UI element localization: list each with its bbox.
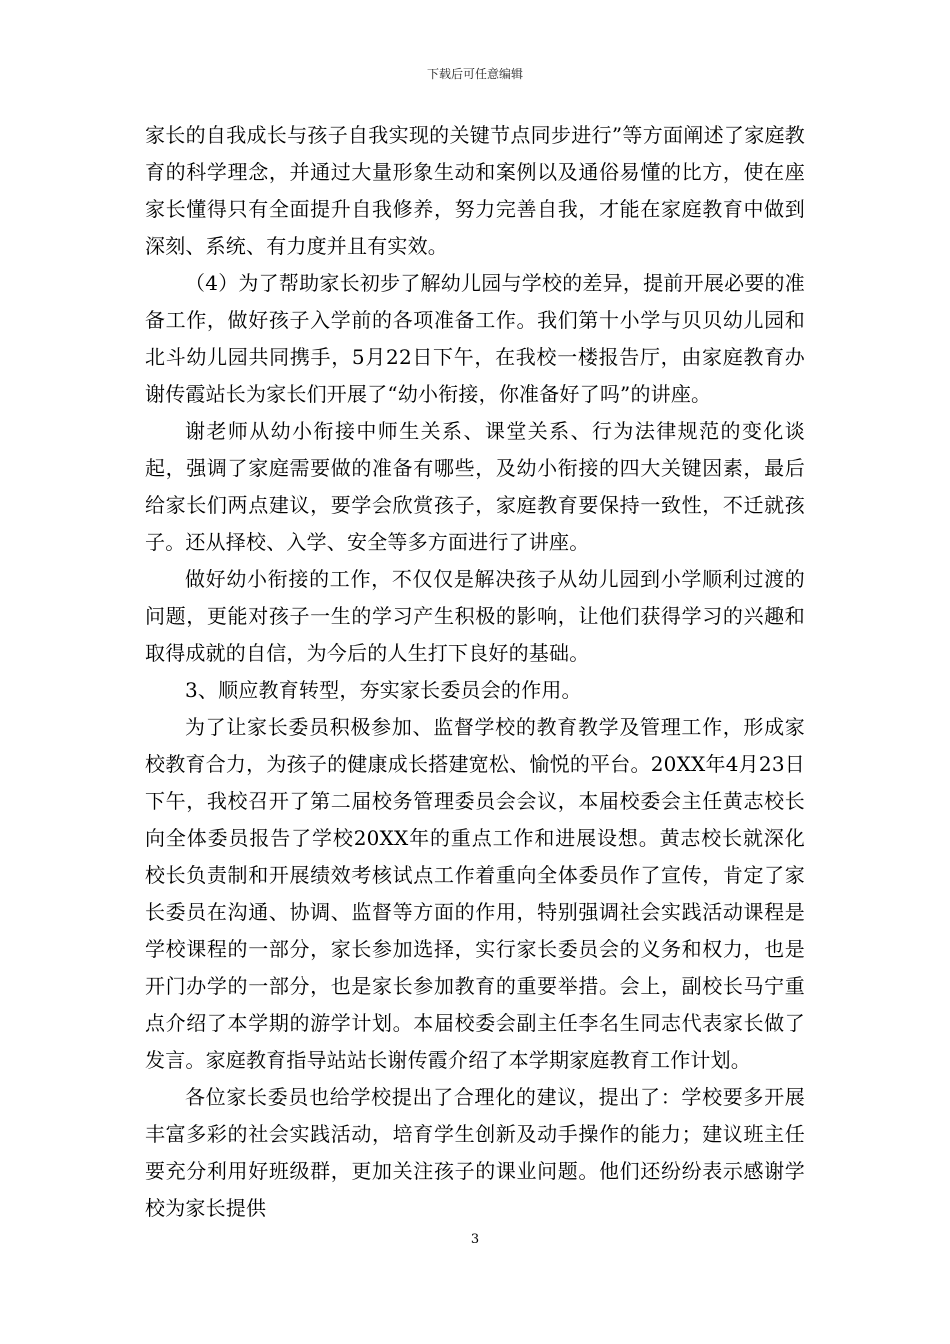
- paragraph-xie-lecture: 谢老师从幼小衔接中师生关系、课堂关系、行为法律规范的变化谈起，强调了家庭需要做的准备有哪些，及幼小衔接的四大关键因素，最后给家长们两点建议，要学会欣赏孩子，家庭教育要保持一致性，不迁就孩子。还从择校、入学、安全等多方面进行了讲座。: [145, 419, 805, 554]
- paragraph-committee-meeting: 为了让家长委员积极参加、监督学校的教育教学及管理工作，形成家校教育合力，为孩子的健康成长搭建宽松、愉悦的平台。20XX年4月23日下午，我校召开了第二届校务管理委员会会议，本届校委会主任黄志校长向全体委员报告了学校20XX年的重点工作和进展设想。黄志校长就深化校长负责制和开展绩效考核试点工作着重向全体委员作了宣传，肯定了家长委员在沟通、协调、监督等方面的作用，特别强调社会实践活动课程是学校课程的一部分，家长参加选择，实行家长委员会的义务和权力，也是开门办学的一部分，也是家长参加教育的重要举措。会上，副校长马宁重点介绍了本学期的游学计划。本届校委会副主任李名生同志代表家长做了发言。家庭教育指导站站长谢传霞介绍了本学期家庭教育工作计划。: [145, 715, 805, 1072]
- paragraph-committee-suggestions: 各位家长委员也给学校提出了合理化的建议，提出了：学校要多开展丰富多彩的社会实践活动，培育学生创新及动手操作的能力；建议班主任要充分利用好班级群，更加关注孩子的课业问题。他们还纷纷表示感谢学校为家长提供: [145, 1085, 805, 1220]
- paragraph-item-4: （4）为了帮助家长初步了解幼儿园与学校的差异，提前开展必要的准备工作，做好孩子入学前的各项准备工作。我们第十小学与贝贝幼儿园和北斗幼儿园共同携手，5月22日下午，在我校一楼报告厅，由家庭教育办谢传霞站长为家长们开展了“幼小衔接，你准备好了吗”的讲座。: [145, 271, 805, 406]
- paragraph-transition: 做好幼小衔接的工作，不仅仅是解决孩子从幼儿园到小学顺利过渡的问题，更能对孩子一生的学习产生积极的影响，让他们获得学习的兴趣和取得成就的自信，为今后的人生打下良好的基础。: [145, 567, 805, 665]
- paragraph-continued: 家长的自我成长与孩子自我实现的关键节点同步进行”等方面阐述了家庭教育的科学理念，并通过大量形象生动和案例以及通俗易懂的比方，使在座家长懂得只有全面提升自我修养，努力完善自我，才能在家庭教育中做到深刻、系统、有力度并且有实效。: [145, 123, 805, 258]
- section-heading-3: 3、顺应教育转型，夯实家长委员会的作用。: [185, 678, 582, 702]
- page-header: 下载后可任意编辑: [426, 67, 523, 81]
- document-body: [145, 117, 805, 1227]
- page-number: 3: [470, 1232, 480, 1247]
